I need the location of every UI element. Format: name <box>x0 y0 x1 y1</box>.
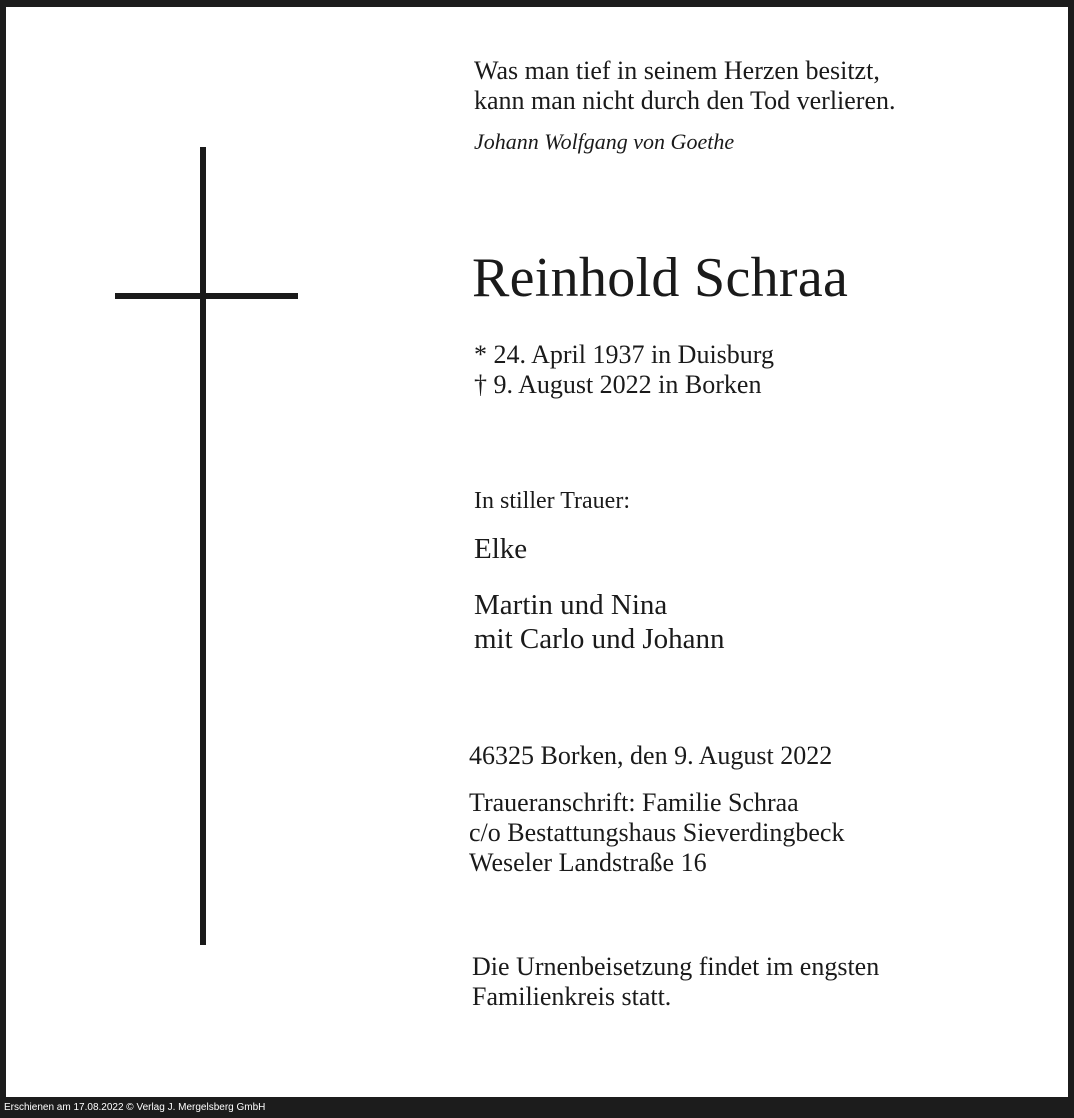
note-line: Familienkreis statt. <box>472 982 672 1011</box>
address-line: c/o Bestattungshaus Sieverdingbeck <box>469 818 845 847</box>
mourning-address <box>469 788 844 878</box>
death-date: † 9. August 2022 in Borken <box>474 370 762 399</box>
place-date: 46325 Borken, den 9. August 2022 <box>469 741 833 770</box>
quote-line: kann man nicht durch den Tod verlieren. <box>474 86 896 115</box>
life-dates <box>474 340 774 400</box>
mourner-name: Elke <box>474 533 528 565</box>
cross-icon-crossbar <box>115 293 298 299</box>
mourner-name: Martin und Nina <box>474 589 668 621</box>
quote-author: Johann Wolfgang von Goethe <box>474 129 735 154</box>
cross-icon <box>200 147 206 945</box>
publication-footer: Erschienen am 17.08.2022 © Verlag J. Mergelsberg GmbH <box>0 1097 1074 1118</box>
mourning-label: In stiller Trauer: <box>474 488 630 514</box>
mourner-name: mit Carlo und Johann <box>474 623 725 655</box>
quote-line: Was man tief in seinem Herzen besitzt, <box>474 56 880 85</box>
quote <box>474 56 896 116</box>
note-line: Die Urnenbeisetzung findet im engsten <box>472 952 880 981</box>
address-line: Traueranschrift: Familie Schraa <box>469 788 799 817</box>
address-line: Weseler Landstraße 16 <box>469 848 707 877</box>
mourner-group <box>474 588 725 656</box>
birth-date: * 24. April 1937 in Duisburg <box>474 340 774 369</box>
deceased-name: Reinhold Schraa <box>472 247 849 309</box>
burial-note <box>472 952 879 1012</box>
